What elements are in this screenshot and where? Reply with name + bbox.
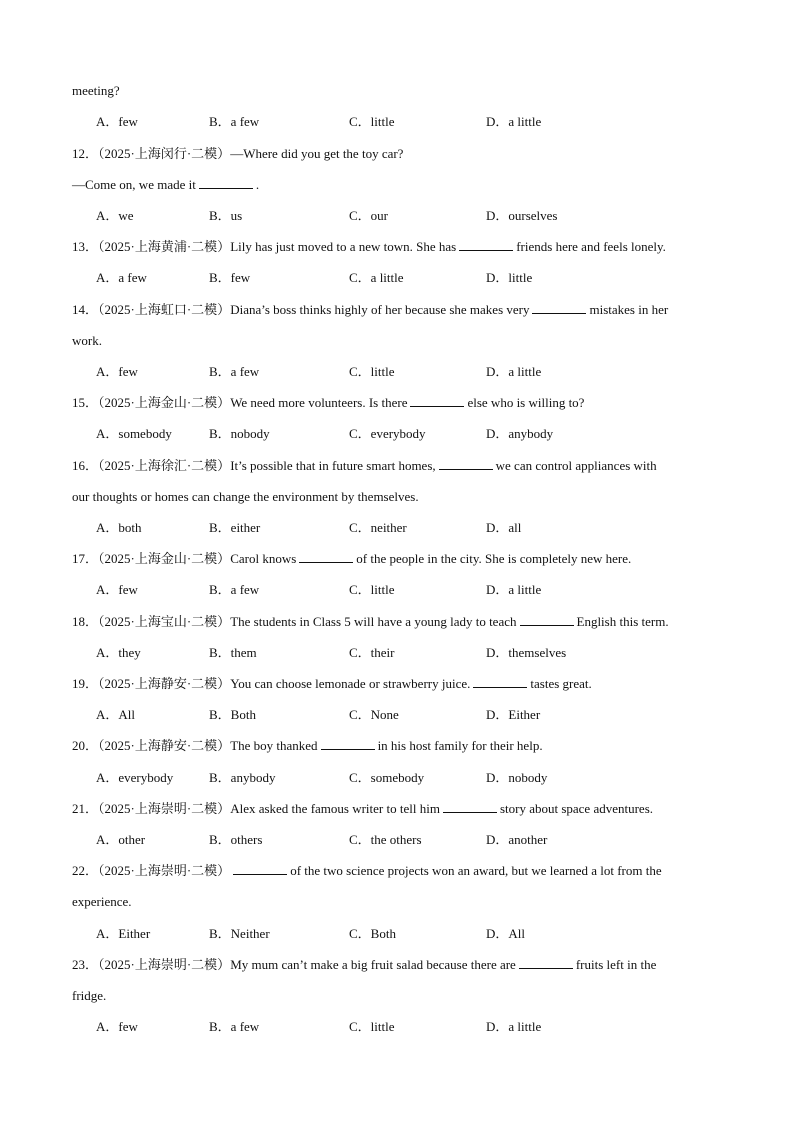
question-12-stem: 12．（2025·上海闵行·二模）—Where did you get the toy car? xyxy=(72,146,404,161)
option-a[interactable]: A．somebody xyxy=(96,426,172,441)
option-c[interactable]: C．little xyxy=(349,582,395,597)
option-b[interactable]: B．us xyxy=(209,208,243,223)
option-d[interactable]: D．a little xyxy=(486,582,542,597)
question-15-options xyxy=(96,426,736,442)
answer-blank[interactable] xyxy=(520,615,574,626)
question-11-options xyxy=(96,114,736,130)
option-b[interactable]: B．anybody xyxy=(209,770,276,785)
option-b[interactable]: B．others xyxy=(209,832,263,847)
option-c[interactable]: C．little xyxy=(349,364,395,379)
option-a[interactable]: A．few xyxy=(96,114,138,129)
question-22-options xyxy=(96,926,736,942)
option-c[interactable]: C．their xyxy=(349,645,395,660)
option-b[interactable]: B．a few xyxy=(209,114,260,129)
option-c[interactable]: C．everybody xyxy=(349,426,426,441)
question-23-options xyxy=(96,1019,736,1035)
question-20-options xyxy=(96,770,736,786)
option-a[interactable]: A．few xyxy=(96,1019,138,1034)
question-16-stem: 16．（2025·上海徐汇·二模）It’s possible that in future smart homes, we can control appliances with xyxy=(72,458,657,473)
option-d[interactable]: D．anybody xyxy=(486,426,554,441)
answer-blank[interactable] xyxy=(410,396,464,407)
option-b[interactable]: B．either xyxy=(209,520,261,535)
option-a[interactable]: A．they xyxy=(96,645,141,660)
question-17-options xyxy=(96,582,736,598)
question-13-options xyxy=(96,270,736,286)
option-d[interactable]: D．nobody xyxy=(486,770,548,785)
option-d[interactable]: D．themselves xyxy=(486,645,567,660)
option-a[interactable]: A．both xyxy=(96,520,142,535)
question-12-stem-line2: —Come on, we made it . xyxy=(72,177,260,192)
answer-blank[interactable] xyxy=(199,178,253,189)
option-d[interactable]: D．all xyxy=(486,520,522,535)
option-a[interactable]: A．we xyxy=(96,208,134,223)
option-a[interactable]: A．a few xyxy=(96,270,147,285)
option-c[interactable]: C．somebody xyxy=(349,770,425,785)
question-14-stem: 14．（2025·上海虹口·二模）Diana’s boss thinks highly of her because she makes very mistakes in her xyxy=(72,302,669,317)
option-c[interactable]: C．neither xyxy=(349,520,407,535)
question-18-options xyxy=(96,645,736,661)
question-17-stem: 17．（2025·上海金山·二模）Carol knows of the people in the city. She is completely new here. xyxy=(72,551,632,566)
question-23-stem: 23．（2025·上海崇明·二模）My mum can’t make a big fruit salad because there are fruits left in the xyxy=(72,957,657,972)
question-12-options xyxy=(96,208,736,224)
option-d[interactable]: D．a little xyxy=(486,364,542,379)
option-d[interactable]: D．a little xyxy=(486,114,542,129)
question-18-stem: 18．（2025·上海宝山·二模）The students in Class 5 will have a young lady to teach English this term. xyxy=(72,614,669,629)
option-a[interactable]: A．Either xyxy=(96,926,151,941)
option-a[interactable]: A．All xyxy=(96,707,136,722)
answer-blank[interactable] xyxy=(439,459,493,470)
question-14-options xyxy=(96,364,736,380)
answer-blank[interactable] xyxy=(299,552,353,563)
question-22-stem-line2: experience. xyxy=(72,894,132,909)
question-21-options xyxy=(96,832,736,848)
question-22-stem: 22．（2025·上海崇明·二模） of the two science projects won an award, but we learned a lot from the xyxy=(72,863,662,878)
option-c[interactable]: C．None xyxy=(349,707,399,722)
option-d[interactable]: D．a little xyxy=(486,1019,542,1034)
option-c[interactable]: C．little xyxy=(349,114,395,129)
option-d[interactable]: D．little xyxy=(486,270,533,285)
option-b[interactable]: B．a few xyxy=(209,582,260,597)
option-c[interactable]: C．a little xyxy=(349,270,404,285)
option-d[interactable]: D．Either xyxy=(486,707,541,722)
option-c[interactable]: C．Both xyxy=(349,926,396,941)
question-19-stem: 19．（2025·上海静安·二模）You can choose lemonade or strawberry juice. tastes great. xyxy=(72,676,592,691)
option-a[interactable]: A．few xyxy=(96,582,138,597)
question-13-stem: 13．（2025·上海黄浦·二模）Lily has just moved to a new town. She has friends here and feels lonely. xyxy=(72,239,666,254)
question-20-stem: 20．（2025·上海静安·二模）The boy thanked in his host family for their help. xyxy=(72,738,543,753)
question-15-stem: 15．（2025·上海金山·二模）We need more volunteers. Is there else who is willing to? xyxy=(72,395,585,410)
answer-blank[interactable] xyxy=(532,303,586,314)
option-c[interactable]: C．little xyxy=(349,1019,395,1034)
answer-blank[interactable] xyxy=(459,240,513,251)
answer-blank[interactable] xyxy=(233,864,287,875)
question-16-stem-line2: our thoughts or homes can change the environment by themselves. xyxy=(72,489,419,504)
question-19-options xyxy=(96,707,736,723)
option-c[interactable]: C．the others xyxy=(349,832,422,847)
answer-blank[interactable] xyxy=(473,677,527,688)
option-b[interactable]: B．few xyxy=(209,270,251,285)
question-11-stem-tail: meeting? xyxy=(72,83,120,98)
option-b[interactable]: B．Both xyxy=(209,707,256,722)
question-23-stem-line2: fridge. xyxy=(72,988,107,1003)
option-b[interactable]: B．a few xyxy=(209,1019,260,1034)
option-b[interactable]: B．a few xyxy=(209,364,260,379)
option-b[interactable]: B．nobody xyxy=(209,426,270,441)
question-16-options xyxy=(96,520,736,536)
question-21-stem: 21．（2025·上海崇明·二模）Alex asked the famous writer to tell him story about space adventures. xyxy=(72,801,654,816)
answer-blank[interactable] xyxy=(443,802,497,813)
answer-blank[interactable] xyxy=(321,739,375,750)
question-14-stem-line2: work. xyxy=(72,333,102,348)
option-d[interactable]: D．All xyxy=(486,926,526,941)
option-a[interactable]: A．everybody xyxy=(96,770,174,785)
answer-blank[interactable] xyxy=(519,958,573,969)
option-d[interactable]: D．another xyxy=(486,832,548,847)
option-d[interactable]: D．ourselves xyxy=(486,208,558,223)
option-b[interactable]: B．them xyxy=(209,645,257,660)
option-a[interactable]: A．other xyxy=(96,832,146,847)
option-a[interactable]: A．few xyxy=(96,364,138,379)
option-c[interactable]: C．our xyxy=(349,208,389,223)
option-b[interactable]: B．Neither xyxy=(209,926,270,941)
